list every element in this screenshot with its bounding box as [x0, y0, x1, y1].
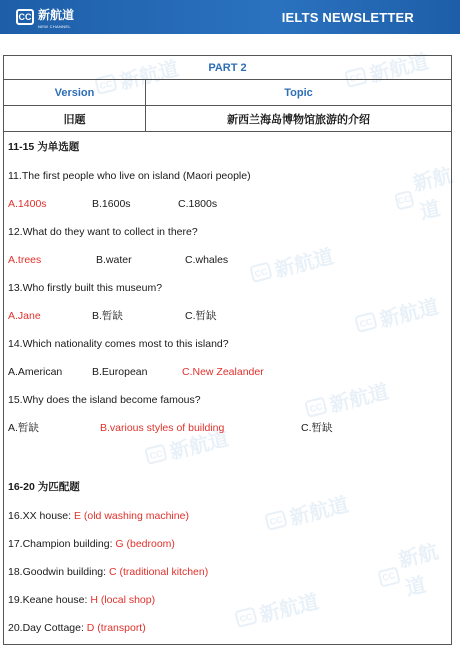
topic-header: Topic: [284, 86, 313, 99]
matching-item: [8, 620, 146, 636]
matching-answer: C (traditional kitchen): [109, 566, 209, 578]
option-b: B.water: [96, 254, 132, 266]
topic-value: 新西兰海岛博物馆旅游的介绍: [227, 113, 370, 126]
watermark: CC 新航道: [353, 290, 442, 338]
matching-label: 17.Champion building:: [8, 538, 116, 550]
part-title: PART 2: [208, 61, 247, 74]
matching-label: 20.Day Cottage:: [8, 622, 87, 634]
version-value: 旧题: [4, 106, 146, 131]
section-heading: 11-15 为单选题: [8, 141, 80, 153]
option-c: C.暂缺: [185, 310, 217, 322]
part-title-row: [4, 56, 451, 80]
matching-answer: D (transport): [86, 622, 146, 634]
matching-label: 19.Keane house:: [8, 594, 91, 606]
question-table: [3, 55, 452, 645]
watermark: CC 新航道: [143, 422, 232, 470]
matching-answer: E (old washing machine): [73, 510, 189, 522]
matching-item: [8, 564, 208, 580]
watermark: CC 新航道: [233, 585, 322, 633]
answer-options: [8, 364, 448, 380]
matching-label: 18.Goodwin building:: [8, 566, 109, 578]
answer-options: [8, 196, 448, 212]
matching-answer: H (local shop): [90, 594, 156, 606]
section-heading: 16-20 为匹配题: [8, 481, 80, 493]
watermark: CC 新航道: [248, 240, 337, 288]
table-value-row: [4, 106, 451, 132]
option-c: C.暂缺: [301, 422, 333, 434]
option-c: C.whales: [185, 254, 229, 266]
option-b: B.1600s: [92, 198, 131, 210]
matching-item: [8, 508, 189, 524]
logo-icon: CC: [16, 9, 34, 25]
watermark: CC 新航道: [389, 158, 460, 230]
matching-item: [8, 592, 155, 608]
option-b: B.various styles of building: [100, 422, 225, 434]
question-text: 15.Why does the island become famous?: [8, 394, 201, 406]
logo-subtext: NEW CHANNEL: [38, 23, 71, 29]
option-a: A.暂缺: [8, 422, 39, 434]
question-text: 13.Who firstly built this museum?: [8, 282, 163, 294]
option-c: C.1800s: [178, 198, 218, 210]
watermark: CC 新航道: [263, 488, 352, 536]
watermark: CC 新航道: [372, 531, 460, 607]
question-text: 14.Which nationality comes most to this island?: [8, 338, 229, 350]
matching-label: 16.XX house:: [8, 510, 74, 522]
logo-text: 新航道: [38, 7, 75, 22]
question-text: 11.The first people who live on island (Maori people): [8, 170, 251, 182]
header-banner: [0, 0, 460, 34]
option-a: A.trees: [8, 254, 42, 266]
question-text: 12.What do they want to collect in there?: [8, 226, 198, 238]
answer-options: [8, 308, 448, 324]
matching-item: [8, 536, 175, 552]
questions-body: [4, 134, 451, 644]
watermark: CC 新航道: [343, 45, 432, 93]
brand-logo: [16, 7, 74, 27]
option-c: C.New Zealander: [182, 366, 264, 378]
newsletter-title: IELTS NEWSLETTER: [281, 10, 414, 25]
watermark: CC 新航道: [303, 375, 392, 423]
option-b: B.European: [92, 366, 148, 378]
option-b: B.暂缺: [92, 310, 123, 322]
table-header-row: [4, 80, 451, 106]
watermark: CC 新航道: [93, 52, 182, 100]
answer-options: [8, 420, 448, 436]
answer-options: [8, 252, 448, 268]
option-a: A.1400s: [8, 198, 47, 210]
matching-answer: G (bedroom): [115, 538, 175, 550]
option-a: A.Jane: [8, 310, 41, 322]
option-a: A.American: [8, 366, 63, 378]
version-header: Version: [4, 80, 146, 105]
